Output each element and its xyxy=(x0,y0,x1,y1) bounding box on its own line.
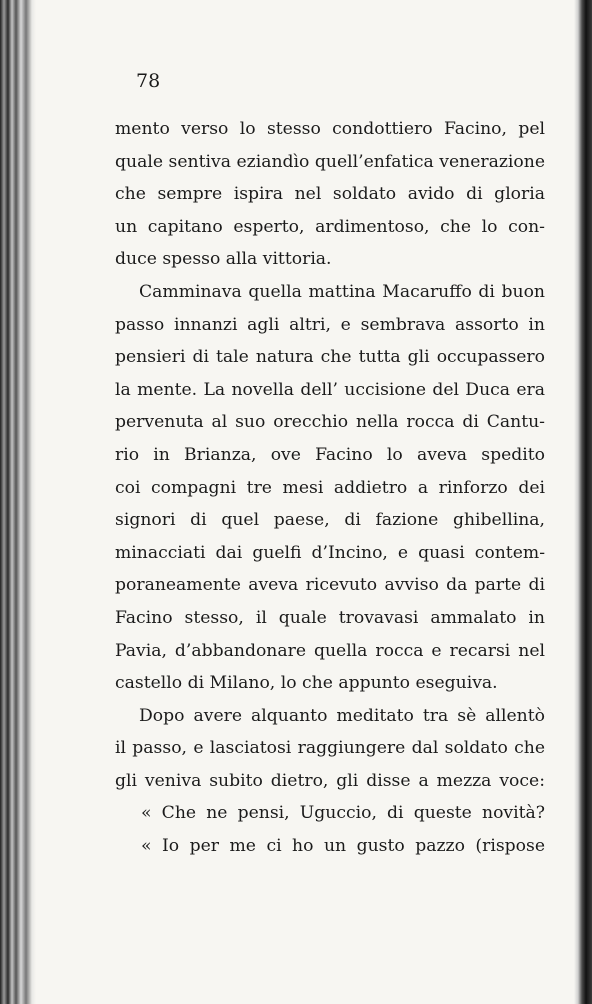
text-line: coi compagni tre mesi addietro a rinforzo dei xyxy=(115,477,545,498)
book-edge-shadow xyxy=(574,0,592,1004)
text-line: il passo, e lasciatosi raggiungere dal soldato che xyxy=(115,738,545,759)
body-text xyxy=(115,113,545,863)
text-line: che sempre ispira nel soldato avido di gloria xyxy=(115,184,545,205)
text-line: castello di Milano, lo che appunto eseguiva. xyxy=(115,673,498,694)
text-line: un capitano esperto, ardimentoso, che lo con- xyxy=(115,216,545,237)
text-line: la mente. La novella dell’ uccisione del Duca era xyxy=(115,379,545,400)
text-line: Facino stesso, il quale trovavasi ammalato in xyxy=(115,607,545,628)
text-line: pensieri di tale natura che tutta gli occupassero xyxy=(115,347,545,368)
page-number: 78 xyxy=(136,70,161,92)
book-gutter-shadow xyxy=(0,0,36,1004)
text-line: « Io per me ci ho un gusto pazzo (rispose xyxy=(141,836,545,857)
text-line: minacciati dai guelfi d’Incino, e quasi contem- xyxy=(115,542,545,563)
text-line: Dopo avere alquanto meditato tra sè allentò xyxy=(139,705,545,726)
text-line: « Che ne pensi, Uguccio, di queste novità? xyxy=(141,803,545,824)
text-line: gli veniva subito dietro, gli disse a mezza voce: xyxy=(115,770,545,791)
text-line: Pavia, d’abbandonare quella rocca e recarsi nel xyxy=(115,640,545,661)
text-line: duce spesso alla vittoria. xyxy=(115,249,332,270)
text-line: Camminava quella mattina Macaruffo di buon xyxy=(139,281,545,302)
text-line: signori di quel paese, di fazione ghibellina, xyxy=(115,510,545,531)
text-line: passo innanzi agli altri, e sembrava assorto in xyxy=(115,314,545,335)
text-line: poraneamente aveva ricevuto avviso da parte di xyxy=(115,575,545,596)
text-line: rio in Brianza, ove Facino lo aveva spedito xyxy=(115,444,545,465)
text-line: pervenuta al suo orecchio nella rocca di Cantu- xyxy=(115,412,545,433)
text-line: mento verso lo stesso condottiero Facino, pel xyxy=(115,119,545,139)
text-line: quale sentiva eziandìo quell’enfatica venerazione xyxy=(115,151,545,172)
